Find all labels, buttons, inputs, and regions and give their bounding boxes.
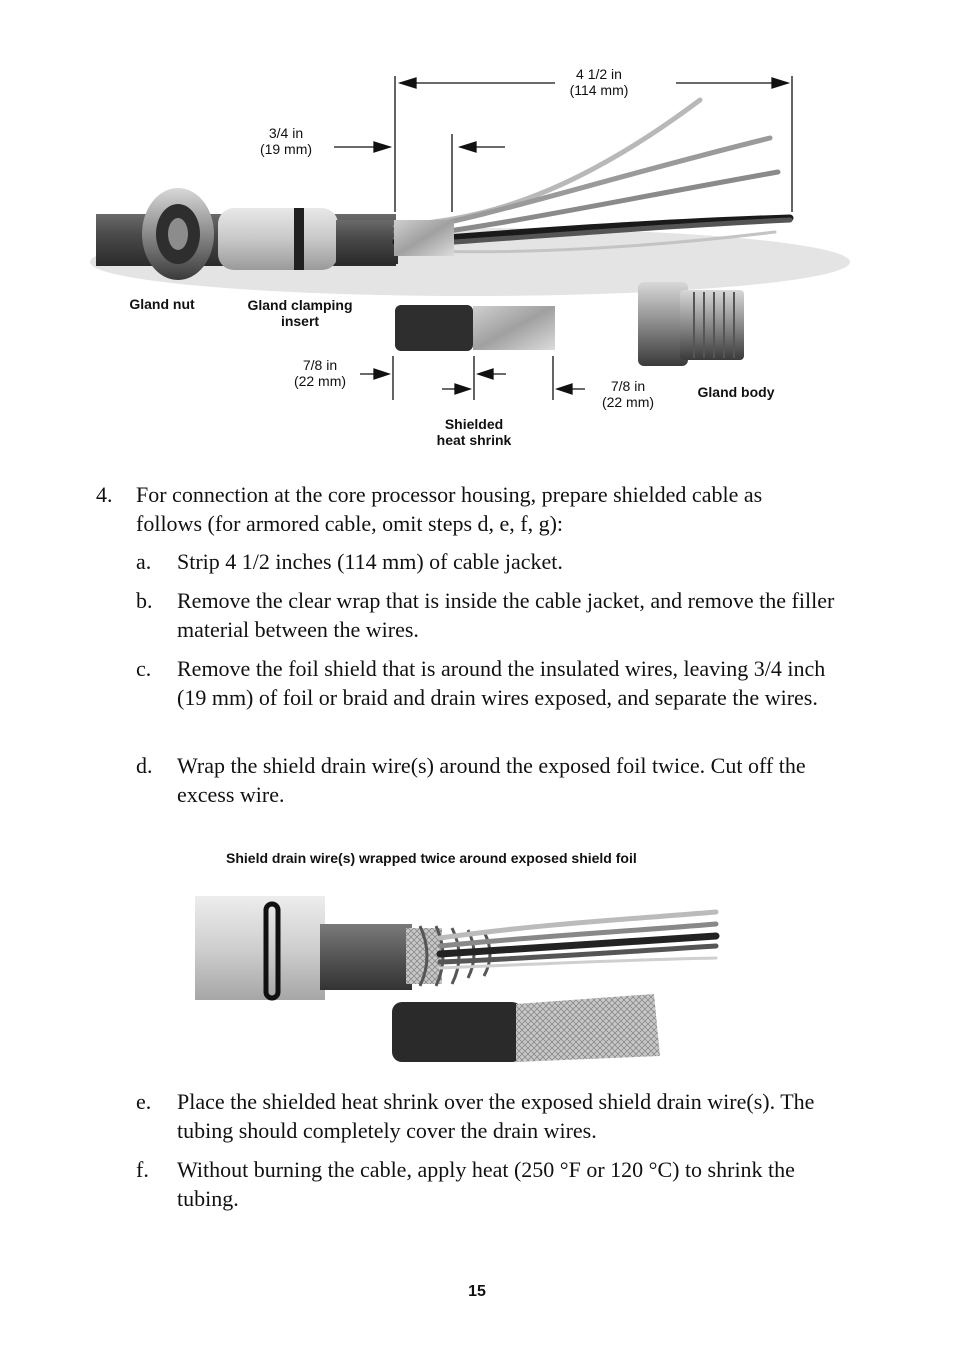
dim-label-3-4-in: 3/4 in (19 mm): [259, 125, 313, 157]
label-shielded-heat-shrink: Shielded heat shrink: [436, 416, 512, 448]
substep-letter-a: a.: [136, 549, 152, 574]
figure2-caption: Shield drain wire(s) wrapped twice around exposed shield foil: [226, 850, 637, 866]
shielded-heat-shrink-image: [395, 305, 555, 351]
cable-preparation-figure: [0, 0, 954, 460]
insulated-wires-photo: [440, 912, 716, 968]
heat-shrink-photo: [392, 994, 660, 1062]
exposed-foil: [394, 220, 454, 256]
substep-text-d: Wrap the shield drain wire(s) around the exposed foil twice. Cut off the excess wire.: [177, 753, 806, 807]
substep-text-e: Place the shielded heat shrink over the exposed shield drain wire(s). The tubing should completely cover the drain wires.: [177, 1089, 815, 1143]
label-gland-clamping-insert: Gland clamping insert: [247, 297, 353, 329]
dim-label-7-8-in-right: 7/8 in (22 mm): [601, 378, 655, 410]
substep-letter-e: e.: [136, 1089, 152, 1114]
page-number: 15: [468, 1283, 486, 1300]
substep-letter-c: c.: [136, 656, 152, 681]
label-gland-body: Gland body: [697, 384, 775, 400]
substep-text-f: Without burning the cable, apply heat (250 °F or 120 °C) to shrink the tubing.: [177, 1157, 795, 1211]
drain-wire-wrap-figure: [0, 880, 954, 1070]
substep-text-c: Remove the foil shield that is around the insulated wires, leaving 3/4 inch (19 mm) of foil or braid and drain wires exposed, and separate the wires.: [177, 656, 826, 710]
substep-text-b: Remove the clear wrap that is inside the cable jacket, and remove the filler material between the wires.: [177, 588, 835, 642]
substep-text-a: Strip 4 1/2 inches (114 mm) of cable jacket.: [177, 549, 563, 574]
cable-jacket-photo: [320, 924, 412, 990]
gland-body-image: [638, 282, 744, 366]
substep-letter-f: f.: [136, 1157, 149, 1182]
substep-letter-b: b.: [136, 588, 153, 613]
clamping-insert-photo: [195, 896, 325, 1000]
dim-label-4-1-2-in: 4 1/2 in (114 mm): [569, 66, 629, 98]
gland-nut-image: [142, 188, 214, 280]
step-text: For connection at the core processor housing, prepare shielded cable as follows (for armored cable, omit steps d, e, f, g):: [136, 482, 763, 536]
exposed-wires: [396, 100, 790, 252]
step-number: 4.: [96, 482, 113, 507]
label-gland-nut: Gland nut: [129, 296, 195, 312]
substep-letter-d: d.: [136, 753, 153, 778]
dim-label-7-8-in-left: 7/8 in (22 mm): [293, 357, 347, 389]
